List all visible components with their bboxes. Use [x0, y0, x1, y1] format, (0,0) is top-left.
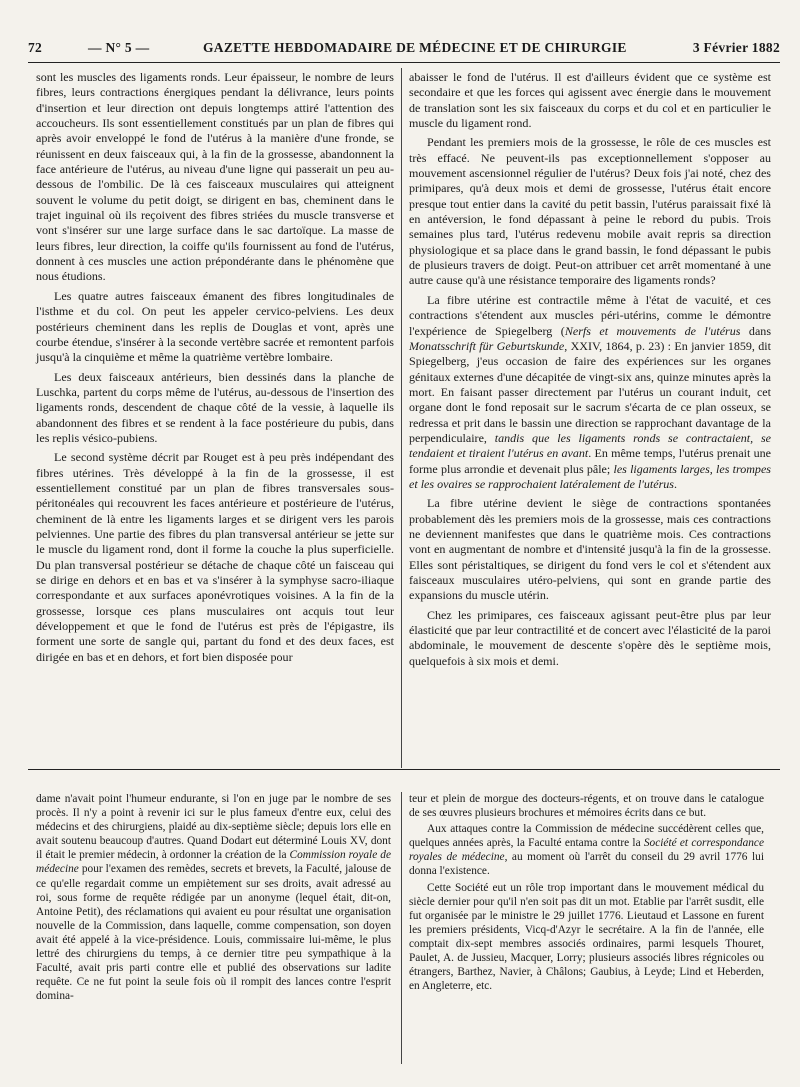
text-run: . En même temps, l'utérus prenait une forme plus arrondie et devenait plus pâle;	[409, 446, 771, 476]
issue-number: — N° 5 —	[88, 40, 150, 55]
text-run: , au moment où l'arrêt du conseil du 29 avril 1776 lui donna l'existence.	[409, 851, 764, 878]
paragraph: La fibre utérine devient le siège de contractions spontanées probablement dès les premiers mois de la grossesse, mais ces contractions ne deviennent manifestes que dans le quatrième mois. Ces contractions vont en augmentant de nombre et d'intensité jusqu'à la fin de la grossesse. Elles sont péristaltiques, se dirigent du fond vers le col et s'étendent aux faisceaux musculaires utéro-pelviens, qui sont en grande partie des expansions du muscle utérin.	[409, 496, 771, 603]
italic-quote: les ligaments larges, les trompes et les ovaires se rapprochaient latéralement de l'utérus	[409, 461, 771, 491]
text-run: pour l'examen des remèdes, secrets et brevets, la Faculté, jalouse de ce qu'elle regardait comme un empiètement sur ses droits, avait adressé au roi, sous forme de requête rédigée par un anonyme (lequel était, dit-on, Antoine Petit), des réclamations qui avaient eu pour résultat une organisation nouvelle de la Commission, dans laquelle, comme compensation, son doyen avait été appelé à la vice-présidence. Louis, commissaire lui-même, le plus lettré des chirurgiens du temps, à ce dernier titre peu sympathique à la Faculté, avait pris parti contre elle et publié des observations sur ladite requête. Ce ne fut point la seule fois où il rompit des lances contre l'esprit domina-	[36, 863, 391, 1003]
italic-societe: Société et correspondance royales de médecine	[409, 837, 764, 864]
feuilleton-column-right	[409, 792, 764, 993]
italic-quote: tandis que les ligaments ronds se contractaient, se tendaient et tiraient l'utérus en avant	[409, 430, 771, 461]
paragraph-spiegelberg	[409, 293, 771, 492]
paragraph	[409, 822, 764, 878]
paragraph: sont les muscles des ligaments ronds. Leur épaisseur, le nombre de leurs fibres, leurs contractions énergiques pendant la délivrance, leurs points d'insertion et leur direction ont depuis longtemps attiré l'attention des accoucheurs. Ils sont essentiellement constitués par un plan de fibres qui après avoir enveloppé le fond de l'utérus à la manière d'une fronde, se réunissent en deux faisceaux qui, à la fin de la grossesse, abandonnent la face antérieure de l'utérus, au niveau d'une ligne qui passerait un peu au-dessous de l'ombilic. De là ces faisceaux musculaires qui atteignent souvent le volume du petit doigt, se dirigent en bas, cheminent dans le trajet inguinal où ils reçoivent des fibres striées du muscle transverse et vont s'insérer sur une large surface dans le sac dartoïque. La masse de leurs fibres, leur direction, la coiffe qu'ils fournissent au fond de l'utérus, donnent à ces muscles une action prépondérante dans le phénomène que nous étudions.	[36, 70, 394, 284]
section-divider	[28, 769, 780, 770]
paragraph: Cette Société eut un rôle trop important dans le mouvement médical du siècle dernier pour qu'il n'en soit pas dit un mot. Etablie par l'arrêt susdit, elle fut organisée par le ministre le 29 juillet 1776. Lieutaud et Lassone en furent les premiers présidents, Vicq-d'Azyr le secrétaire. A la fin de l'année, elle comptait dix-sept membres associés ordinaires, parmi lesquels Thouret, Paulet, A. de Jussieu, Macquer, Lorry; plusieurs associés libres régnicoles ou étrangers, Barthez, Navier, à Châlons; Gaubius, à Leyde; Lind et Heberden, en Angleterre, etc.	[409, 881, 764, 993]
page-header	[28, 40, 780, 64]
paragraph: Chez les primipares, ces faisceaux agissant peut-être plus par leur élasticité que par leur contractilité et de concert avec l'élasticité de la paroi abdominale, le mouvement de descente s'opère dès le septième mois, quelquefois à six mois et demi.	[409, 607, 771, 668]
column-divider-lower	[401, 792, 402, 1064]
page-number: 72	[28, 40, 43, 55]
paragraph: Le second système décrit par Rouget est à peu près indépendant des fibres utérines. Très développé à la fin de la grossesse, il est essentiellement constitué par un plan de fibres transversales sous-péritonéales qui recouvrent les faces antérieure et postérieure de l'utérus, cheminent de là entre les ligaments larges et se dirigent vers les parois pelviennes. Une partie des fibres du plan transversal antérieur se jette sur le muscle du ligament rond, dont il forme la couche la plus superficielle. Du plan transversal postérieur se détache de chaque côté un faisceau qui se dirige en dehors et en bas et va s'insérer à la symphyse sacro-iliaque correspondante et aux surfaces aponévrotiques voisines. A la fin de la grossesse, lorsque ces plans musculaires ont acquis tout leur développement et que le fond de l'utérus est près de l'épigastre, ils forment une sorte de sangle qui, partant du fond et des deux faces, est dirigée en bas et en dehors, et fort bien disposée pour	[36, 450, 394, 664]
paragraph: Pendant les premiers mois de la grossesse, le rôle de ces muscles est très effacé. Ne peuvent-ils pas exceptionnellement s'opposer au mouvement ascensionnel régulier de l'utérus? Deux fois j'ai noté, chez des primipares, qu'à deux mois et demi de grossesse, l'utérus était encore presque tout entier dans la cavité du petit bassin, l'utérus paraissait fixé là en antéversion, le fond dépassant à peine le rebord du pubis. Trois semaines plus tard, l'utérus redevenu mobile avait repris sa direction physiologique et sa place dans le grand bassin, le fond dépassant le pubis de plusieurs travers de doigt. Peut-on attribuer cet arrêt momentané à une autre cause qu'à une résistance temporaire des ligaments ronds?	[409, 135, 771, 288]
text-run: , XXIV, 1864, p. 23) : En janvier 1859, dit Spiegelberg, j'eus occasion de faire des expériences sur les organes génitaux externes d'une décapitée de vingt-six ans, quinze minutes après la mort. En faisant passer directement par l'utérus un courant induit, cet organe dont le fond reposait sur le sacrum s'écarta de ce plan osseux, se redressa et prit dans le bassin une direction se rapprochant davantage de la perpendiculaire,	[409, 338, 771, 445]
text-run: dans	[740, 323, 772, 338]
paragraph: Les deux faisceaux antérieurs, bien dessinés dans la planche de Luschka, partent du corps même de l'utérus, au-dessous de l'insertion des ligaments ronds, descendent de chaque côté de la vessie, à laquelle ils abandonnent des fibres et se rendent à la face postérieure du pubis, dans les replis vésico-pubiens.	[36, 369, 394, 445]
paragraph	[36, 792, 391, 1003]
paragraph: abaisser le fond de l'utérus. Il est d'ailleurs évident que ce système est secondaire et que les forces qui agissent avec énergie dans le mouvement de translation sont les six faisceaux du corps et du col et en particulier le muscle du ligament rond.	[409, 70, 771, 131]
text-run: La fibre utérine est contractile même à l'état de vacuité, et ces contractions s'étendent aux muscles péri-utérins, comme le démontre l'expérience de Spiegelberg (	[409, 292, 771, 338]
italic-title: Nerfs et mouvements de l'utérus	[564, 323, 741, 338]
paragraph: teur et plein de morgue des docteurs-régents, et on trouve dans le catalogue de ses œuvres plusieurs brochures et mémoires écrits dans ce but.	[409, 793, 764, 820]
text-run: dame n'avait point l'humeur endurante, si l'on en juge par le nombre de ses procès. Il n'y a point à revenir ici sur le plus fameux d'entre eux, celui des médecins et des chirurgiens, plaidé au dix-septième siècle; depuis lors elle en avait soutenu beaucoup d'autres. Quand Dodart eut déterminé Louis XV, dont il était le premier médecin, à ordonner la création de la	[36, 793, 391, 862]
feuilleton-column-left	[36, 792, 391, 1003]
journal-title: GAZETTE HEBDOMADAIRE DE MÉDECINE ET DE CHIRURGIE	[203, 40, 627, 55]
text-run: .	[674, 476, 678, 491]
article-column-left	[36, 70, 394, 665]
text-run: Aux attaques contre la Commission de médecine succédèrent celles que, quelques années après, la Faculté entama contre la	[409, 823, 764, 850]
paragraph: Les quatre autres faisceaux émanent des fibres longitudinales de l'isthme et du col. On peut les appeler cervico-pelviens. Les deux postérieurs cheminent dans les replis de Douglas et vont, après une courbe étendue, s'insérer à la seconde vertèbre sacrée et remontent parfois jusqu'à la cinquième et même la quatrième vertèbre lombaire.	[36, 288, 394, 365]
column-divider-upper	[401, 68, 402, 768]
italic-commission: Commission royale de médecine	[36, 849, 391, 876]
issue-date: 3 Février 1882	[692, 40, 780, 55]
article-column-right	[409, 70, 771, 669]
italic-journal: Monatsschrift für Geburtskunde	[409, 338, 565, 353]
header-rule	[28, 62, 780, 63]
